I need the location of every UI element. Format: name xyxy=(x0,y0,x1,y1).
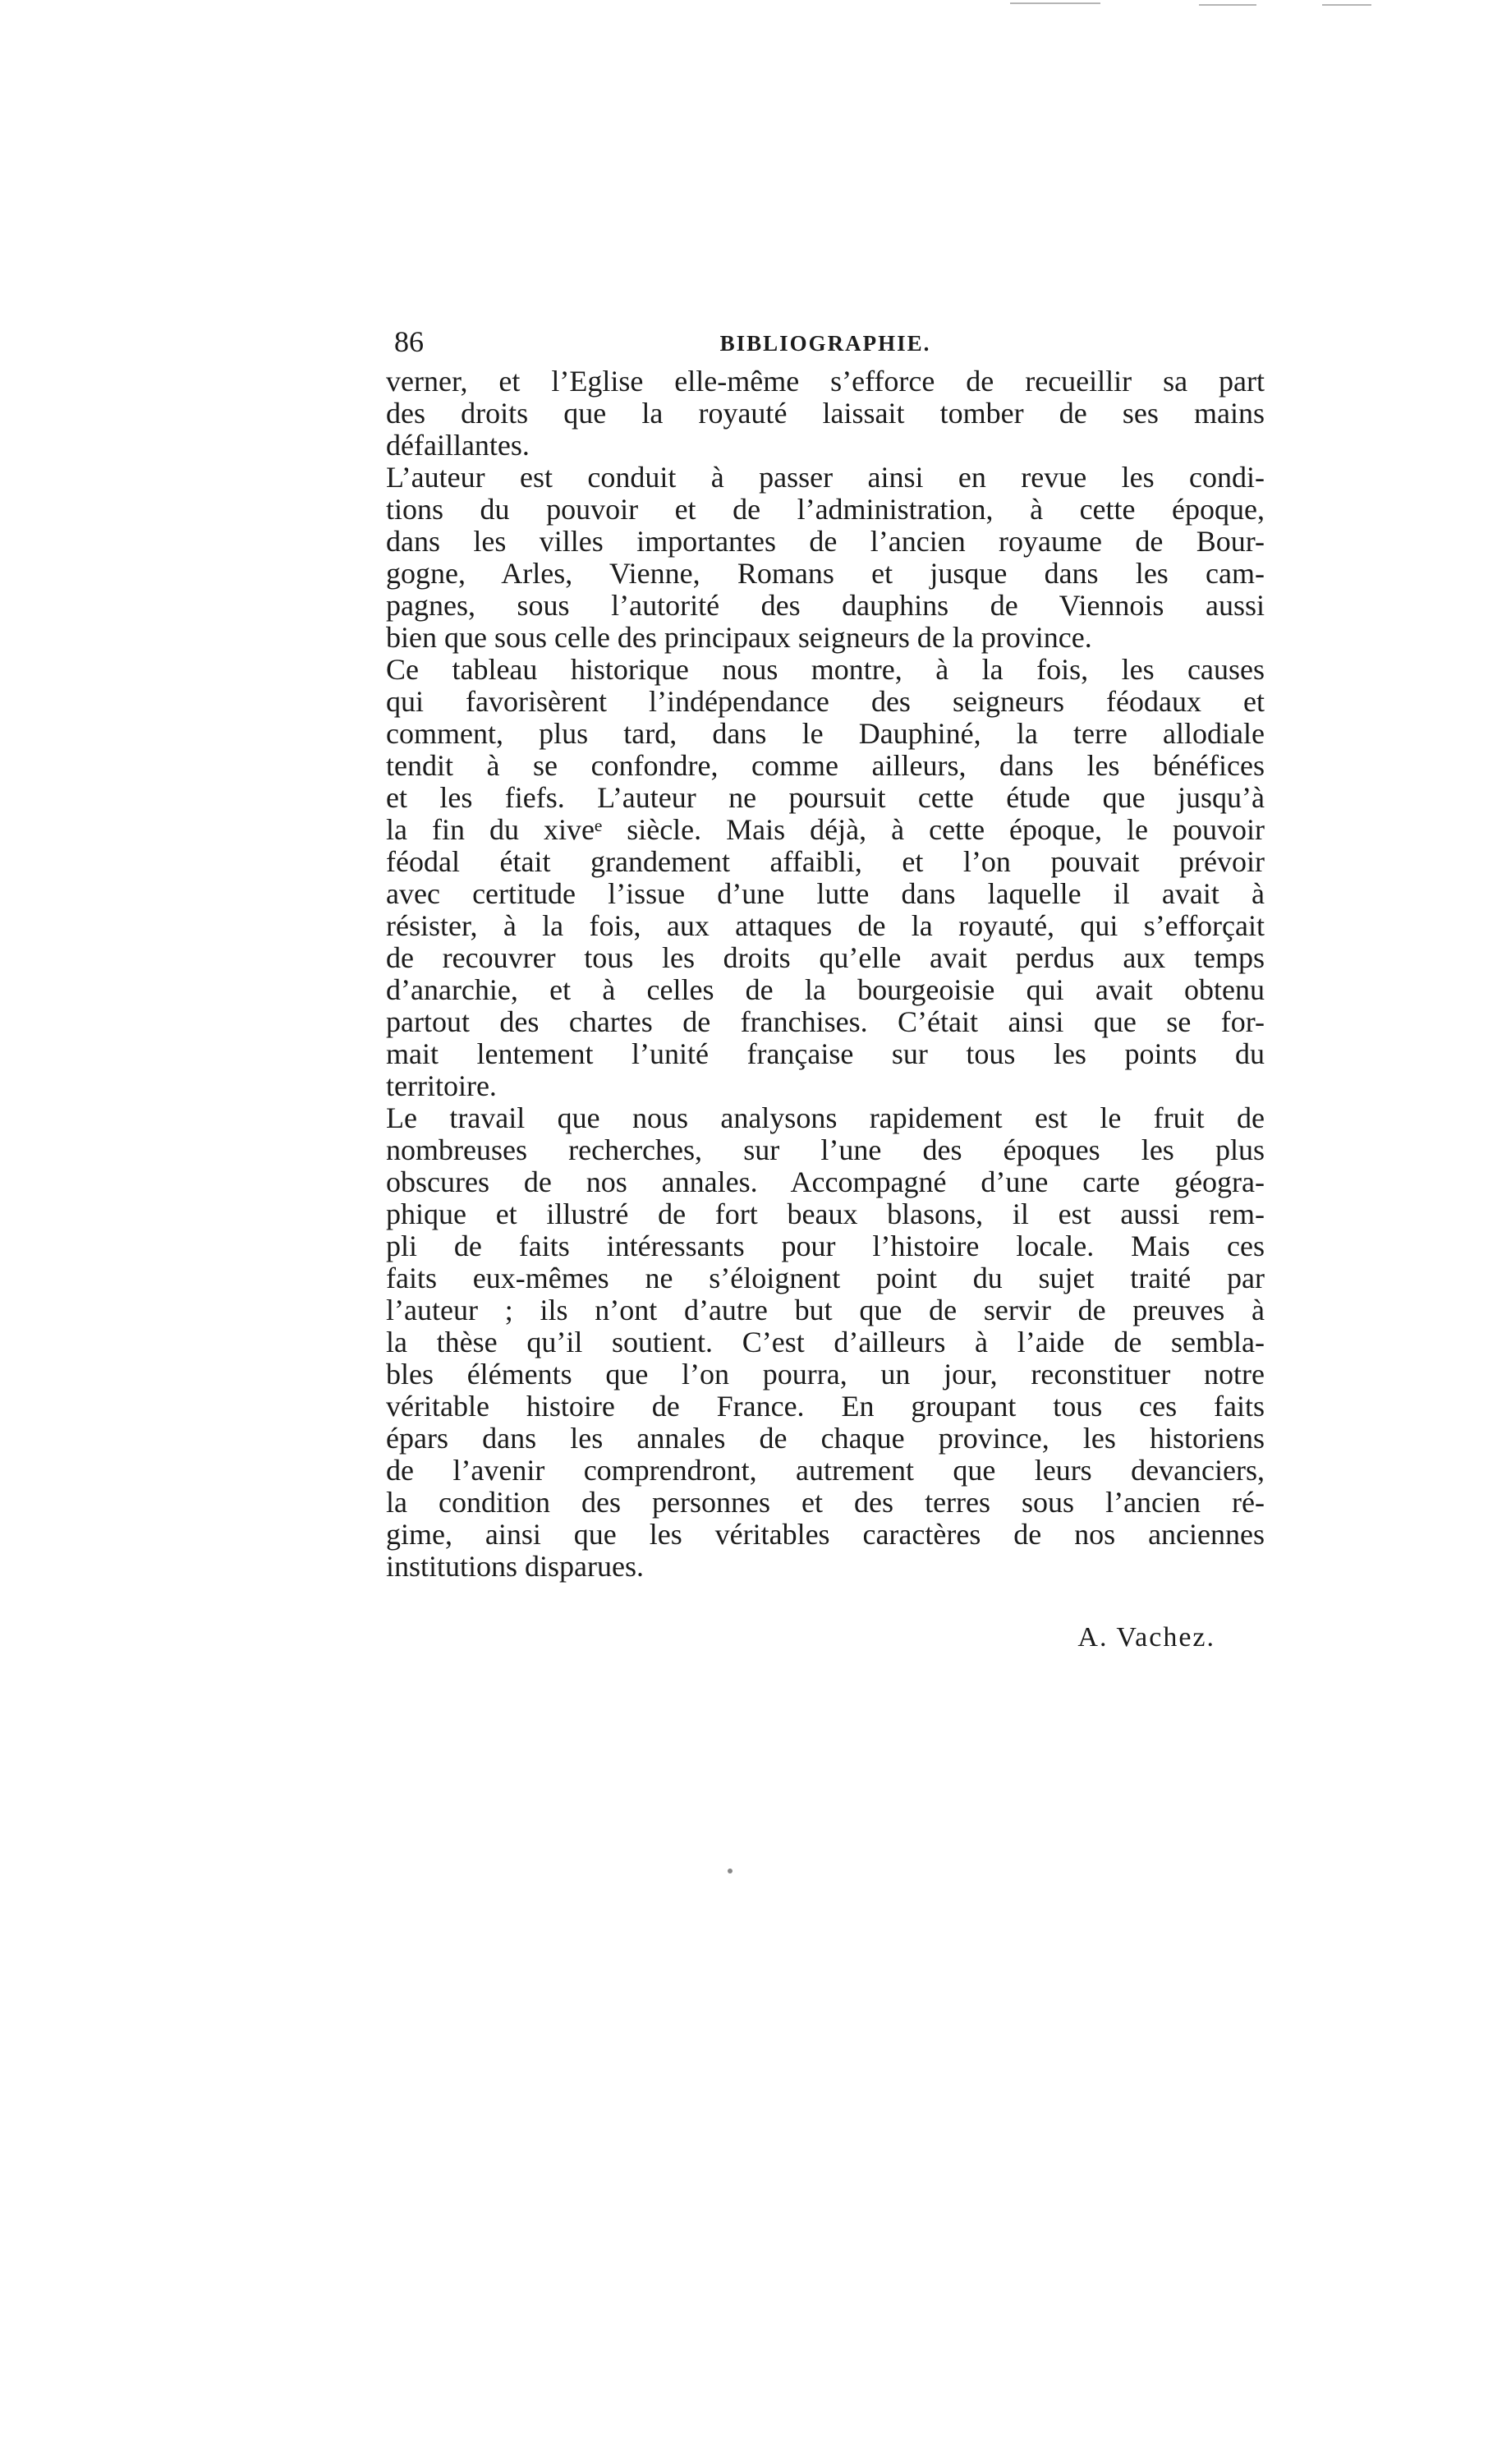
paragraph xyxy=(386,1102,1265,1583)
text-line: L’auteur est conduit à passer ainsi en revue les condi- xyxy=(386,461,1265,494)
paragraph xyxy=(386,365,1265,462)
text-line: faits eux-mêmes ne s’éloignent point du sujet traité par xyxy=(386,1262,1265,1294)
text-line: Ce tableau historique nous montre, à la fois, les causes xyxy=(386,653,1265,686)
text-line: de recouvrer tous les droits qu’elle avait perdus aux temps xyxy=(386,941,1265,974)
top-edge-mark xyxy=(1322,4,1371,6)
text-line: des droits que la royauté laissait tomber de ses mains xyxy=(386,397,1265,430)
text-line: la thèse qu’il soutient. C’est d’ailleurs à l’aide de sembla- xyxy=(386,1326,1265,1358)
text-line: comment, plus tard, dans le Dauphiné, la terre allodiale xyxy=(386,717,1265,750)
text-line: verner, et l’Eglise elle-même s’efforce de recueillir sa part xyxy=(386,365,1265,398)
text-line: obscures de nos annales. Accompagné d’une carte géogra- xyxy=(386,1165,1265,1198)
text-line: Le travail que nous analysons rapidement est le fruit de xyxy=(386,1101,1265,1134)
top-edge-mark xyxy=(1010,2,1100,4)
text-line: bien que sous celle des principaux seigneurs de la province. xyxy=(386,621,1092,654)
text-line: tions du pouvoir et de l’administration, à cette époque, xyxy=(386,493,1265,526)
text-line: et les fiefs. L’auteur ne poursuit cette étude que jusqu’à xyxy=(386,781,1265,814)
text-line: institutions disparues. xyxy=(386,1550,644,1583)
running-title: BIBLIOGRAPHIE. xyxy=(719,331,931,356)
text-line: l’auteur ; ils n’ont d’autre but que de servir de preuves à xyxy=(386,1294,1265,1326)
text-line: la fin du xiveᵉ siècle. Mais déjà, à cette époque, le pouvoir xyxy=(386,813,1265,846)
text-line: d’anarchie, et à celles de la bourgeoisie qui avait obtenu xyxy=(386,973,1265,1006)
text-line: nombreuses recherches, sur l’une des époques les plus xyxy=(386,1133,1265,1166)
text-line: mait lentement l’unité française sur tous les points du xyxy=(386,1037,1265,1070)
text-line: dans les villes importantes de l’ancien royaume de Bour- xyxy=(386,525,1265,558)
top-edge-mark xyxy=(1199,4,1256,6)
text-line: tendit à se confondre, comme ailleurs, dans les bénéfices xyxy=(386,749,1265,782)
text-line: gime, ainsi que les véritables caractères de nos anciennes xyxy=(386,1518,1265,1551)
paragraph xyxy=(386,462,1265,654)
paragraph xyxy=(386,654,1265,1102)
text-line: qui favorisèrent l’indépendance des seigneurs féodaux et xyxy=(386,685,1265,718)
author-signature: A. Vachez. xyxy=(1077,1622,1215,1653)
article-body xyxy=(386,365,1265,1583)
page-text-block xyxy=(386,324,1265,1653)
text-line: avec certitude l’issue d’une lutte dans laquelle il avait à xyxy=(386,877,1265,910)
text-line: partout des chartes de franchises. C’était ainsi que se for- xyxy=(386,1005,1265,1038)
text-line: épars dans les annales de chaque province, les historiens xyxy=(386,1422,1265,1455)
text-line: la condition des personnes et des terres sous l’ancien ré- xyxy=(386,1486,1265,1519)
text-line: pagnes, sous l’autorité des dauphins de Viennois aussi xyxy=(386,589,1265,622)
page-number: 86 xyxy=(394,325,424,358)
text-line: résister, à la fois, aux attaques de la royauté, qui s’efforçait xyxy=(386,909,1265,942)
text-line: gogne, Arles, Vienne, Romans et jusque dans les cam- xyxy=(386,557,1265,590)
text-line: phique et illustré de fort beaux blasons, il est aussi rem- xyxy=(386,1198,1265,1230)
text-line: défaillantes. xyxy=(386,429,530,462)
text-line: pli de faits intéressants pour l’histoire locale. Mais ces xyxy=(386,1230,1265,1262)
text-line: féodal était grandement affaibli, et l’on pouvait prévoir xyxy=(386,845,1265,878)
text-line: véritable histoire de France. En groupant tous ces faits xyxy=(386,1390,1265,1423)
running-head xyxy=(386,324,1265,365)
page-speck xyxy=(728,1869,733,1873)
text-line: territoire. xyxy=(386,1069,497,1102)
text-line: de l’avenir comprendront, autrement que leurs devanciers, xyxy=(386,1454,1265,1487)
text-line: bles éléments que l’on pourra, un jour, reconstituer notre xyxy=(386,1358,1265,1391)
